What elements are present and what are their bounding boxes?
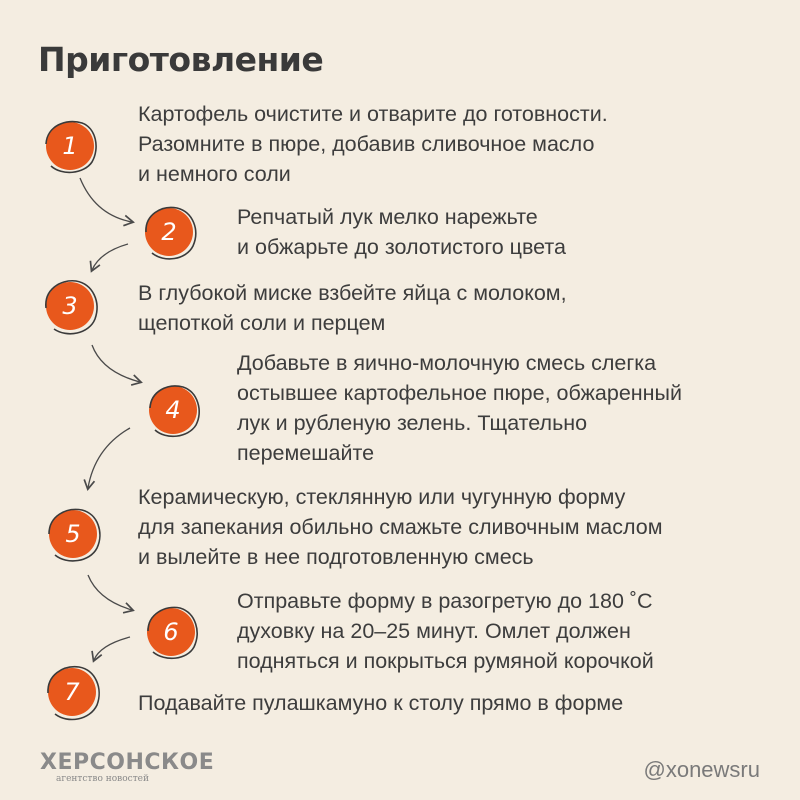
step-2-marker xyxy=(137,200,201,264)
step-2-number: 2 xyxy=(161,218,177,246)
social-handle: @xonewsru xyxy=(643,757,760,782)
step-7-marker xyxy=(40,660,104,724)
step-6-number: 6 xyxy=(163,618,179,646)
step-5-number: 5 xyxy=(65,520,81,548)
step-1-text: Картофель очистите и отварите до готовности. Разомните в пюре, добавив сливочное масло и немного соли xyxy=(138,102,608,186)
arrow-5-6 xyxy=(88,575,132,610)
step-4-text: Добавьте в яично-молочную смесь слегка остывшее картофельное пюре, обжаренный лук и рубленую зелень. Тщательно перемешайте xyxy=(237,351,683,465)
step-7-text: Подавайте пулашкамуно к столу прямо в форме xyxy=(138,691,624,715)
arrow-2-3 xyxy=(92,244,128,270)
step-1-number: 1 xyxy=(62,132,78,160)
step-3-text: В глубокой миске взбейте яйца с молоком, щепоткой соли и перцем xyxy=(138,281,567,335)
arrow-1-2 xyxy=(80,178,132,222)
step-5-marker xyxy=(41,502,105,566)
step-7-number: 7 xyxy=(64,678,80,706)
step-2-text: Репчатый лук мелко нарежьте и обжарьте до золотистого цвета xyxy=(237,205,566,259)
logo-sub-text: агентство новостей xyxy=(56,774,149,784)
arrow-3-4 xyxy=(92,345,140,382)
step-3-marker xyxy=(38,274,102,338)
step-3-number: 3 xyxy=(62,292,78,320)
page-title: Приготовление xyxy=(38,40,324,79)
step-5-text: Керамическую, стеклянную или чугунную форму для запекания обильно смажьте сливочным маслом и вылейте в нее подготовленную смесь xyxy=(138,485,663,569)
step-6-text: Отправьте форму в разогретую до 180 ˚С духовку на 20–25 минут. Омлет должен подняться и покрыться румяной корочкой xyxy=(237,589,654,673)
arrow-6-7 xyxy=(94,637,130,660)
arrow-4-5 xyxy=(88,428,130,488)
logo-main-text: ХЕРСОНСКОЕ xyxy=(40,750,215,775)
step-6-marker xyxy=(139,600,203,664)
brand-logo xyxy=(40,752,214,785)
step-4-number: 4 xyxy=(165,396,181,424)
step-1-marker xyxy=(38,114,102,178)
step-4-marker xyxy=(141,378,205,442)
